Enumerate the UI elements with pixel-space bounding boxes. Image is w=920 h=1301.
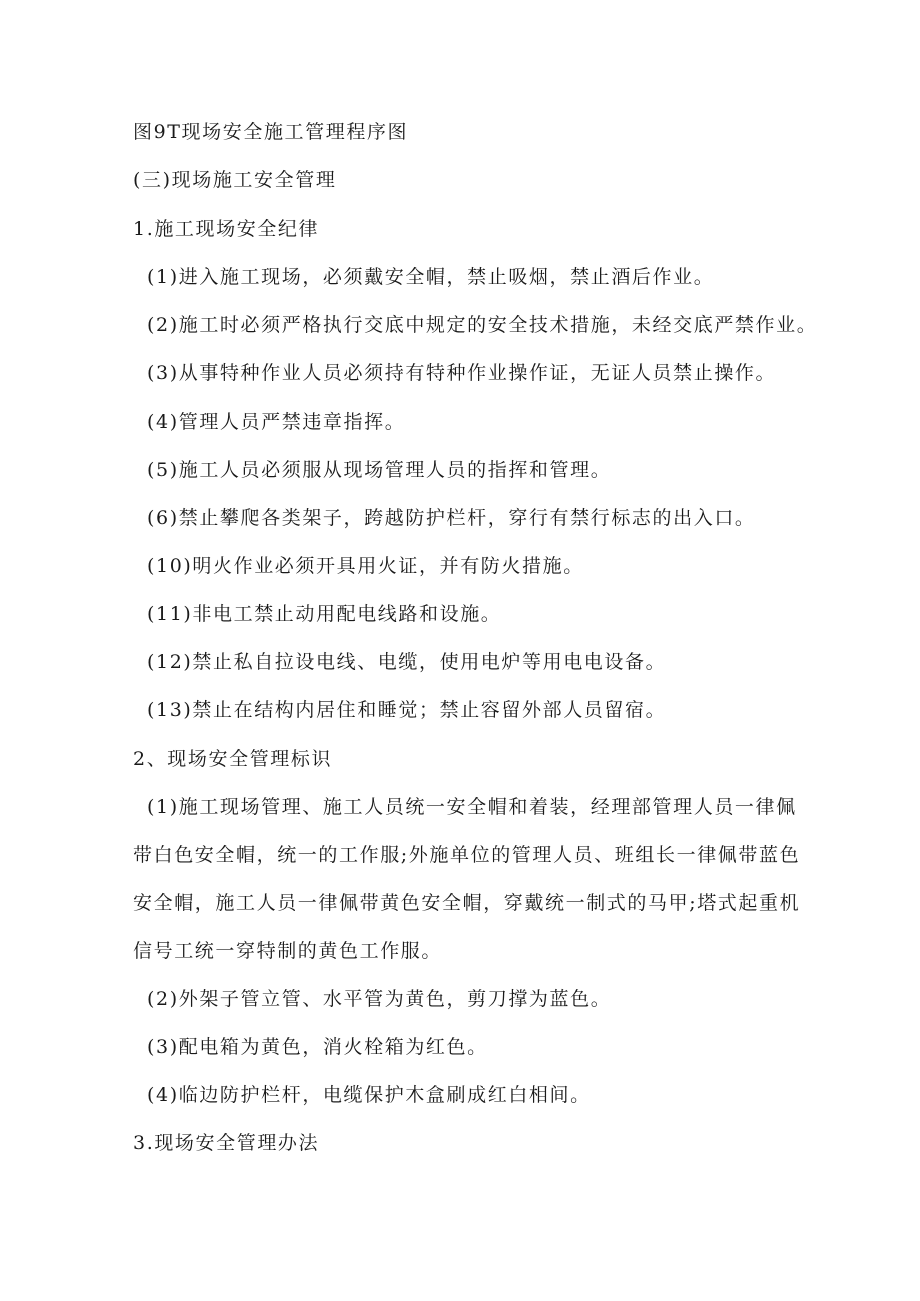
paragraph-line: 安全帽，施工人员一律佩带黄色安全帽，穿戴统一制式的马甲;塔式起重机	[133, 892, 801, 914]
list-item: (4)临边防护栏杆，电缆保护木盒刷成红白相间。	[147, 1084, 591, 1106]
list-item: (4)管理人员严禁违章指挥。	[147, 411, 406, 433]
list-item: (13)禁止在结构内居住和睡觉；禁止容留外部人员留宿。	[147, 699, 667, 721]
list-item: (2)外架子管立管、水平管为黄色，剪刀撑为蓝色。	[147, 988, 612, 1010]
part2-heading: 2、现场安全管理标识	[133, 748, 333, 770]
paragraph-line: 带白色安全帽，统一的工作服;外施单位的管理人员、班组长一律佩带蓝色	[133, 844, 801, 866]
part1-heading: 1.施工现场安全纪律	[133, 218, 320, 240]
list-item: (11)非电工禁止动用配电线路和设施。	[147, 603, 502, 625]
list-item: (6)禁止攀爬各类架子，跨越防护栏杆，穿行有禁行标志的出入口。	[147, 507, 756, 529]
section-title: (三)现场施工安全管理	[133, 169, 337, 191]
list-item: (1)进入施工现场，必须戴安全帽，禁止吸烟，禁止酒后作业。	[147, 266, 715, 288]
figure-caption: 图9T现场安全施工管理程序图	[133, 121, 409, 143]
list-item: (10)明火作业必须开具用火证，并有防火措施。	[147, 555, 584, 577]
paragraph-line: (1)施工现场管理、施工人员统一安全帽和着装，经理部管理人员一律佩	[147, 796, 797, 818]
list-item: (5)施工人员必须服从现场管理人员的指挥和管理。	[147, 459, 612, 481]
list-item: (12)禁止私自拉设电线、电缆，使用电炉等用电电设备。	[147, 651, 667, 673]
list-item: (3)从事特种作业人员必须持有特种作业操作证，无证人员禁止操作。	[147, 362, 777, 384]
paragraph-line: 信号工统一穿特制的黄色工作服。	[133, 940, 443, 962]
list-item: (3)配电箱为黄色，消火栓箱为红色。	[147, 1036, 488, 1058]
part3-heading: 3.现场安全管理办法	[133, 1132, 320, 1154]
list-item: (2)施工时必须严格执行交底中规定的安全技术措施，未经交底严禁作业。	[147, 314, 818, 336]
